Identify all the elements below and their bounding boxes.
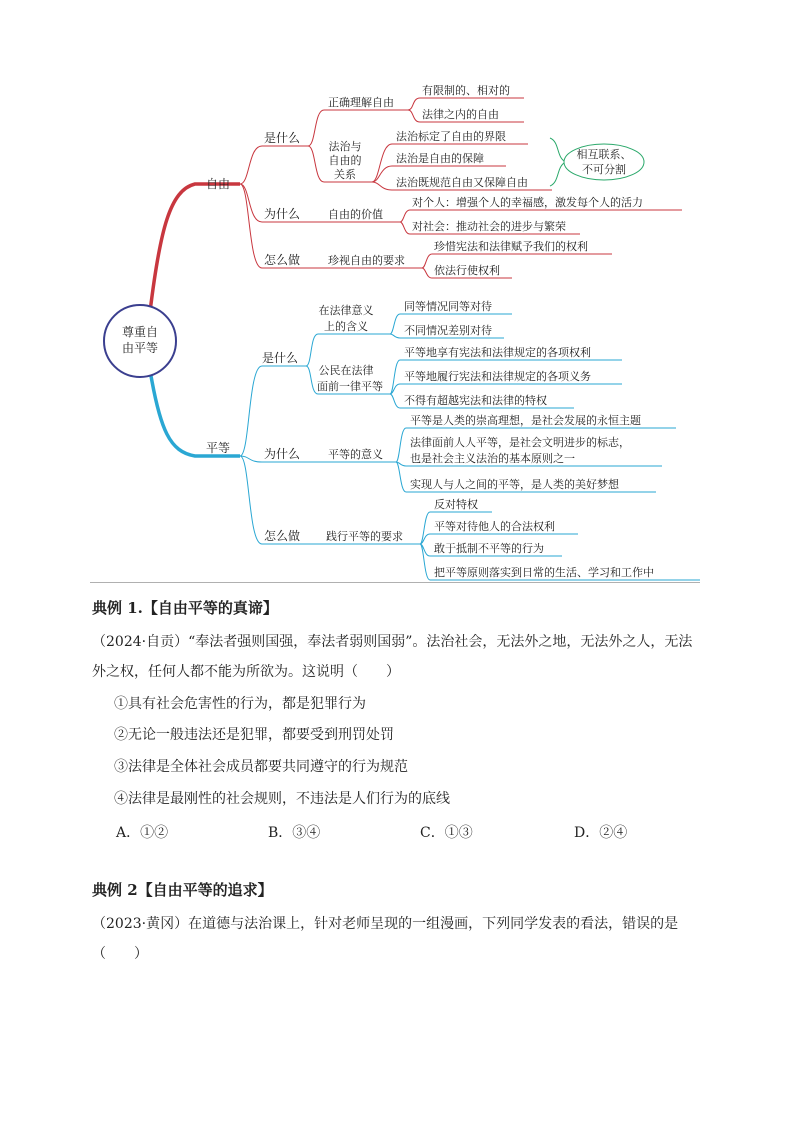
- freedom-requirement: 珍视自由的要求: [328, 254, 405, 267]
- legal-meaning-item-2: 不同情况差别对待: [404, 324, 492, 337]
- example1-heading: [92, 598, 278, 618]
- rule-item-3: 法治既规范自由又保障自由: [396, 176, 528, 189]
- freedom-requirement-item-1: 珍惜宪法和法律赋予我们的权利: [434, 240, 588, 253]
- rule-item-2: 法治是自由的保障: [396, 152, 484, 165]
- example1-stem-line-1: （2024·自贡）“奉法者强则国强，奉法者弱则国弱”。法治社会，无法外之地，无法外之人，无法: [92, 634, 693, 650]
- equality-label: 平等: [206, 441, 231, 455]
- equality-meaning-item-2b: 也是社会主义法治的基本原则之一: [410, 452, 575, 465]
- equality-requirement-item-3: 敢于抵制不平等的行为: [434, 542, 544, 555]
- example2-prefix: 典例 2: [92, 881, 138, 899]
- equality-requirement: 践行平等的要求: [326, 530, 403, 543]
- freedom-value-item-2: 对社会：推动社会的进步与繁荣: [412, 220, 566, 233]
- equality-requirement-item-2: 平等对待他人的合法权利: [434, 520, 555, 533]
- center-line-1: 尊重自: [121, 325, 159, 339]
- equality-what-label: 是什么: [262, 351, 299, 365]
- rule-label-line-3: 关系: [334, 168, 356, 181]
- rule-item-1: 法治标定了自由的界限: [396, 130, 506, 143]
- note-line-1: 相互联系、: [576, 148, 632, 161]
- legal-meaning-item-1: 同等情况同等对待: [404, 300, 492, 313]
- example1-stem-line-2: 外之权，任何人都不能为所欲为。这说明（ ）: [92, 664, 400, 680]
- equality-requirement-item-4: 把平等原则落实到日常的生活、学习和工作中: [434, 566, 654, 579]
- citizen-equal-line-1: 公民在法律: [318, 364, 374, 377]
- citizen-equal-line-2: 面前一律平等: [317, 380, 383, 393]
- freedom-correct-item-2: 法律之内的自由: [422, 108, 499, 121]
- legal-meaning-line-1: 在法律意义: [318, 304, 374, 317]
- example1-statement-2: ②无论一般违法还是犯罪，都要受到刑罚处罚: [114, 727, 394, 743]
- equality-meaning-item-2a: 法律面前人人平等，是社会文明进步的标志，: [410, 436, 630, 449]
- equality-how-label: 怎么做: [264, 529, 301, 543]
- freedom-value-item-1: 对个人：增强个人的幸福感，激发每个人的活力: [412, 196, 643, 209]
- example1-statement-3: ③法律是全体社会成员都要共同遵守的行为规范: [114, 759, 408, 775]
- section-divider: [90, 582, 700, 583]
- option-c[interactable]: C．①③: [420, 825, 473, 841]
- center-line-2: 由平等: [121, 341, 159, 355]
- legal-meaning-line-2: 上的含义: [324, 320, 368, 333]
- option-d[interactable]: D．②④: [574, 825, 628, 841]
- example1-title: 【自由平等的真谛】: [142, 599, 278, 617]
- equality-why-label: 为什么: [264, 447, 301, 461]
- freedom-requirement-item-2: 依法行使权利: [434, 264, 500, 277]
- freedom-correct-understanding: 正确理解自由: [328, 96, 394, 109]
- example1-statement-1: ①具有社会危害性的行为，都是犯罪行为: [114, 696, 366, 712]
- citizen-equal-item-1: 平等地享有宪法和法律规定的各项权利: [404, 346, 591, 359]
- freedom-how-label: 怎么做: [264, 253, 301, 267]
- citizen-equal-item-3: 不得有超越宪法和法律的特权: [404, 394, 547, 407]
- equality-meaning: 平等的意义: [328, 448, 383, 461]
- note-line-2: 不可分割: [582, 163, 626, 176]
- example2-title: 【自由平等的追求】: [137, 881, 273, 899]
- freedom-why-label: 为什么: [264, 207, 301, 221]
- rule-label-line-2: 自由的: [328, 154, 362, 167]
- example1-statement-4: ④法律是最刚性的社会规则，不违法是人们行为的底线: [114, 791, 450, 807]
- example2-stem-line-1: （2023·黄冈）在道德与法治课上，针对老师呈现的一组漫画，下列同学发表的看法，错误的是: [92, 916, 679, 932]
- freedom-what-label: 是什么: [264, 131, 301, 145]
- equality-requirement-item-1: 反对特权: [434, 498, 478, 511]
- option-b[interactable]: B．③④: [268, 825, 321, 841]
- rule-label-line-1: 法治与: [328, 140, 362, 153]
- equality-meaning-item-1: 平等是人类的崇高理想，是社会发展的永恒主题: [410, 414, 641, 427]
- freedom-correct-item-1: 有限制的、相对的: [422, 84, 510, 97]
- freedom-label: 自由: [206, 177, 231, 191]
- citizen-equal-item-2: 平等地履行宪法和法律规定的各项义务: [404, 370, 591, 383]
- freedom-main-branch: [150, 184, 240, 312]
- equality-meaning-item-3: 实现人与人之间的平等，是人类的美好梦想: [410, 478, 619, 491]
- example1-prefix: 典例 1.: [92, 599, 143, 617]
- freedom-value: 自由的价值: [328, 208, 383, 221]
- example2-stem-line-2: （ ）: [92, 946, 148, 962]
- example2-heading: [92, 880, 273, 900]
- option-a[interactable]: A．①②: [116, 825, 169, 841]
